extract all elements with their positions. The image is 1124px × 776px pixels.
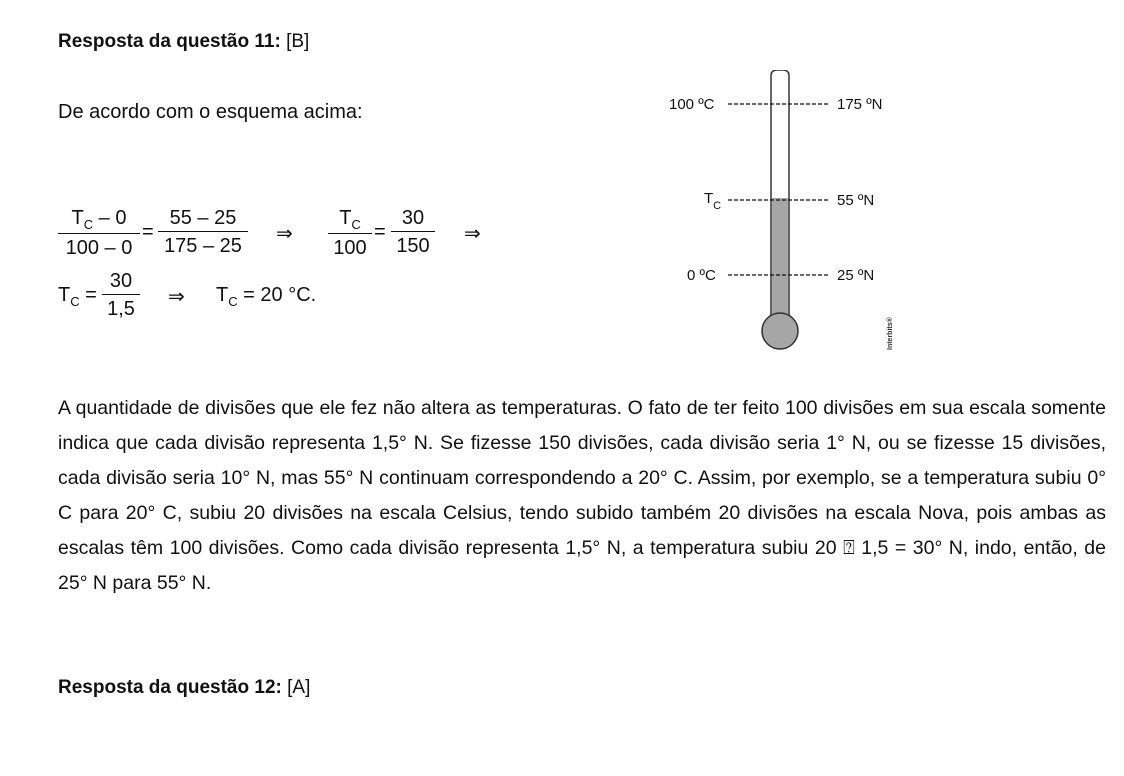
label-tc-sub: C <box>713 200 722 212</box>
eq4-result <box>216 284 316 307</box>
figure-credit: Interbits® <box>887 317 894 350</box>
fraction-30-150 <box>391 205 435 260</box>
eq3-numerator: 30 <box>102 268 140 295</box>
implies-arrow-3: ⇒ <box>168 284 185 308</box>
eq3-lhs <box>58 284 97 307</box>
eq2-tc-sub: C <box>351 217 361 232</box>
explanation-paragraph: A quantidade de divisões que ele fez não altera as temperaturas. O fato de ter feito 100 divisões em sua escala somente indica que cada divisão representa 1,5° N. Se fizesse 150 divisões, cada divisão seria 1° N, ou se fizesse 15 divisões, cada divisão seria 10° N, mas 55° N continuam correspondendo a 20° C. Assim, por exemplo, se a temperatura subiu 0° C para 20° C, subiu 20 divisões na escala Celsius, tendo subido também 20 divisões na escala Nova, pois ambas as escalas têm 100 divisões. Como cada divisão representa 1,5° N, a temperatura subiu 20 ⍰ 1,5 = 30° N, indo, então, de 25° N para 55° N. <box>58 397 1106 594</box>
fraction-55-25 <box>158 205 248 260</box>
question-12-header <box>58 677 310 699</box>
eq1-tc-rest: – 0 <box>93 207 127 229</box>
thermometer-mercury <box>772 198 788 318</box>
fraction-tc-100 <box>328 205 372 262</box>
label-100c: 100 ºC <box>669 96 715 113</box>
eq1-lhs-denominator: 100 – 0 <box>65 237 133 259</box>
question-12-label: Resposta da questão 12: <box>58 677 282 698</box>
fraction-30-1-5 <box>102 268 140 323</box>
eq3-tc-sub: C <box>70 294 80 309</box>
question-11-label: Resposta da questão 11: <box>58 31 281 52</box>
eq2-equals: = <box>374 221 386 243</box>
label-55n: 55 ºN <box>837 192 875 209</box>
eq3-denominator: 1,5 <box>107 298 135 320</box>
equation-line-1 <box>58 205 498 265</box>
question-11-answer: [B] <box>286 31 310 52</box>
eq1-rhs-numerator: 55 – 25 <box>158 205 248 232</box>
eq3-equals: = <box>85 284 97 306</box>
label-tc <box>704 190 721 212</box>
label-tc-letter: T <box>704 190 714 207</box>
thermometer-bulb <box>762 313 798 349</box>
eq1-equals: = <box>142 221 154 243</box>
label-0c: 0 ºC <box>687 267 716 284</box>
equation-line-2 <box>58 268 378 328</box>
label-175n: 175 ºN <box>837 96 883 113</box>
eq4-tc-sub: C <box>228 294 238 309</box>
eq1-rhs-denominator: 175 – 25 <box>164 235 242 257</box>
implies-arrow-1: ⇒ <box>276 221 293 245</box>
eq4-rest: = 20 °C. <box>237 284 317 306</box>
thermometer-diagram <box>660 70 910 360</box>
eq2-rhs-numerator: 30 <box>391 205 435 232</box>
eq1-tc-sub: C <box>83 217 94 232</box>
eq2-tc-letter: T <box>339 207 352 229</box>
implies-arrow-2: ⇒ <box>464 221 481 245</box>
fraction-tc-minus-0 <box>58 205 140 262</box>
eq2-lhs-denominator: 100 <box>333 237 367 259</box>
eq4-tc-letter: T <box>216 284 229 306</box>
eq2-rhs-denominator: 150 <box>396 235 430 257</box>
label-25n: 25 ºN <box>837 267 875 284</box>
question-11-header <box>58 31 309 53</box>
intro-text: De acordo com o esquema acima: <box>58 101 363 123</box>
eq1-tc-letter: T <box>71 207 84 229</box>
eq3-tc-letter: T <box>58 284 71 306</box>
question-12-answer: [A] <box>287 677 311 698</box>
